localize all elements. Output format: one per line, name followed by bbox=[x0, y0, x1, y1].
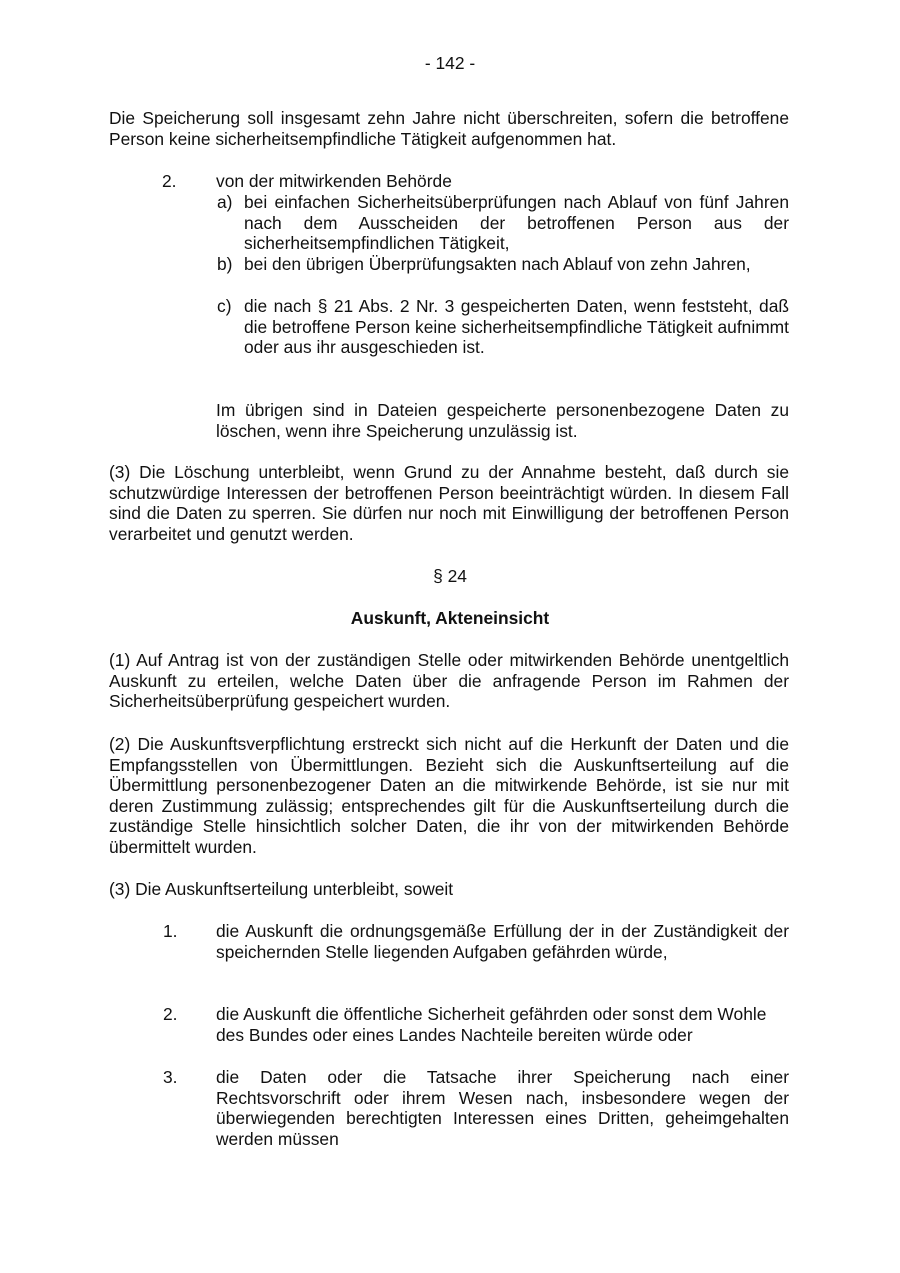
subitem-b-label: b) bbox=[217, 254, 233, 274]
list-item-2-text: die Auskunft die öffentliche Sicherheit gefährden oder sonst dem Wohle des Bundes oder eines Landes Nachteile bereiten würde oder bbox=[216, 1004, 767, 1045]
subitem-b bbox=[217, 254, 789, 296]
paragraph-3: (3) Die Löschung unterbleibt, wenn Grund zu der Annahme besteht, daß durch sie schutzwürdige Interessen der betroffenen Person beeinträchtigt würden. In diesem Fall sind die Daten zu sperren. Sie dürfen nur noch mit Einwilligung der betroffenen Person verarbeitet und genutzt werden. bbox=[109, 462, 789, 544]
subitem-a-label: a) bbox=[217, 192, 233, 212]
list-item-1-text: die Auskunft die ordnungsgemäße Erfüllung der in der Zuständigkeit der speichernden Stelle liegenden Aufgaben gefährden würde, bbox=[216, 921, 789, 962]
subitem-a bbox=[217, 192, 789, 254]
subitem-a-text: bei einfachen Sicherheitsüberprüfungen nach Ablauf von fünf Jahren nach dem Ausscheiden der betroffenen Person aus der sicherheitsempfindlichen Tätigkeit, bbox=[244, 192, 789, 254]
page-number: - 142 - bbox=[424, 53, 476, 73]
section-number: § 24 bbox=[433, 566, 467, 586]
list-item-3-text: die Daten oder die Tatsache ihrer Speicherung nach einer Rechtsvorschrift oder ihrem Wesen nach, insbesondere wegen der überwiegenden berechtigten Interessen eines Dritten, geheimgehalten werden müssen bbox=[216, 1067, 789, 1149]
subitem-c-text: die nach § 21 Abs. 2 Nr. 3 gespeicherten Daten, wenn feststeht, daß die betroffene Person keine sicherheitsempfindliche Tätigkeit aufnimmt oder aus ihr ausgeschieden ist. bbox=[244, 296, 789, 358]
intro-paragraph: Die Speicherung soll insgesamt zehn Jahre nicht überschreiten, sofern die betroffene Person keine sicherheitsempfindliche Tätigkeit aufgenommen hat. bbox=[109, 108, 789, 149]
subitem-c-label: c) bbox=[217, 296, 232, 316]
section-paragraph-1: (1) Auf Antrag ist von der zuständigen Stelle oder mitwirkenden Behörde unentgeltlich Auskunft zu erteilen, welche Daten über die anfragende Person im Rahmen der Sicherheitsüberprüfung gespeichert wurden. bbox=[109, 650, 789, 712]
item-2-closing: Im übrigen sind in Dateien gespeicherte personenbezogene Daten zu löschen, wenn ihre Speicherung unzulässig ist. bbox=[216, 400, 789, 441]
section-paragraph-2: (2) Die Auskunftsverpflichtung erstreckt sich nicht auf die Herkunft der Daten und die Empfangsstellen von Übermittlungen. Bezieht sich die Auskunftserteilung auf die Übermittlung personenbezogener Daten an die mitwirkende Behörde, ist sie nur mit deren Zustimmung zulässig; entsprechendes gilt für die Auskunftserteilung durch die zuständige Stelle hinsichtlich solcher Daten, die ihr von der mitwirkenden Behörde übermittelt wurden. bbox=[109, 734, 789, 857]
item-2-heading: von der mitwirkenden Behörde bbox=[216, 171, 452, 191]
list-item-1-number: 1. bbox=[163, 921, 178, 941]
list-item-2-number: 2. bbox=[163, 1004, 178, 1024]
section-title: Auskunft, Akteneinsicht bbox=[350, 608, 550, 628]
item-2-number: 2. bbox=[162, 171, 177, 191]
section-paragraph-3-intro: (3) Die Auskunftserteilung unterbleibt, soweit bbox=[109, 879, 454, 899]
list-item-3-number: 3. bbox=[163, 1067, 178, 1087]
subitem-b-text: bei den übrigen Überprüfungsakten nach Ablauf von zehn Jahren, bbox=[244, 254, 751, 274]
subitem-c bbox=[217, 296, 789, 379]
